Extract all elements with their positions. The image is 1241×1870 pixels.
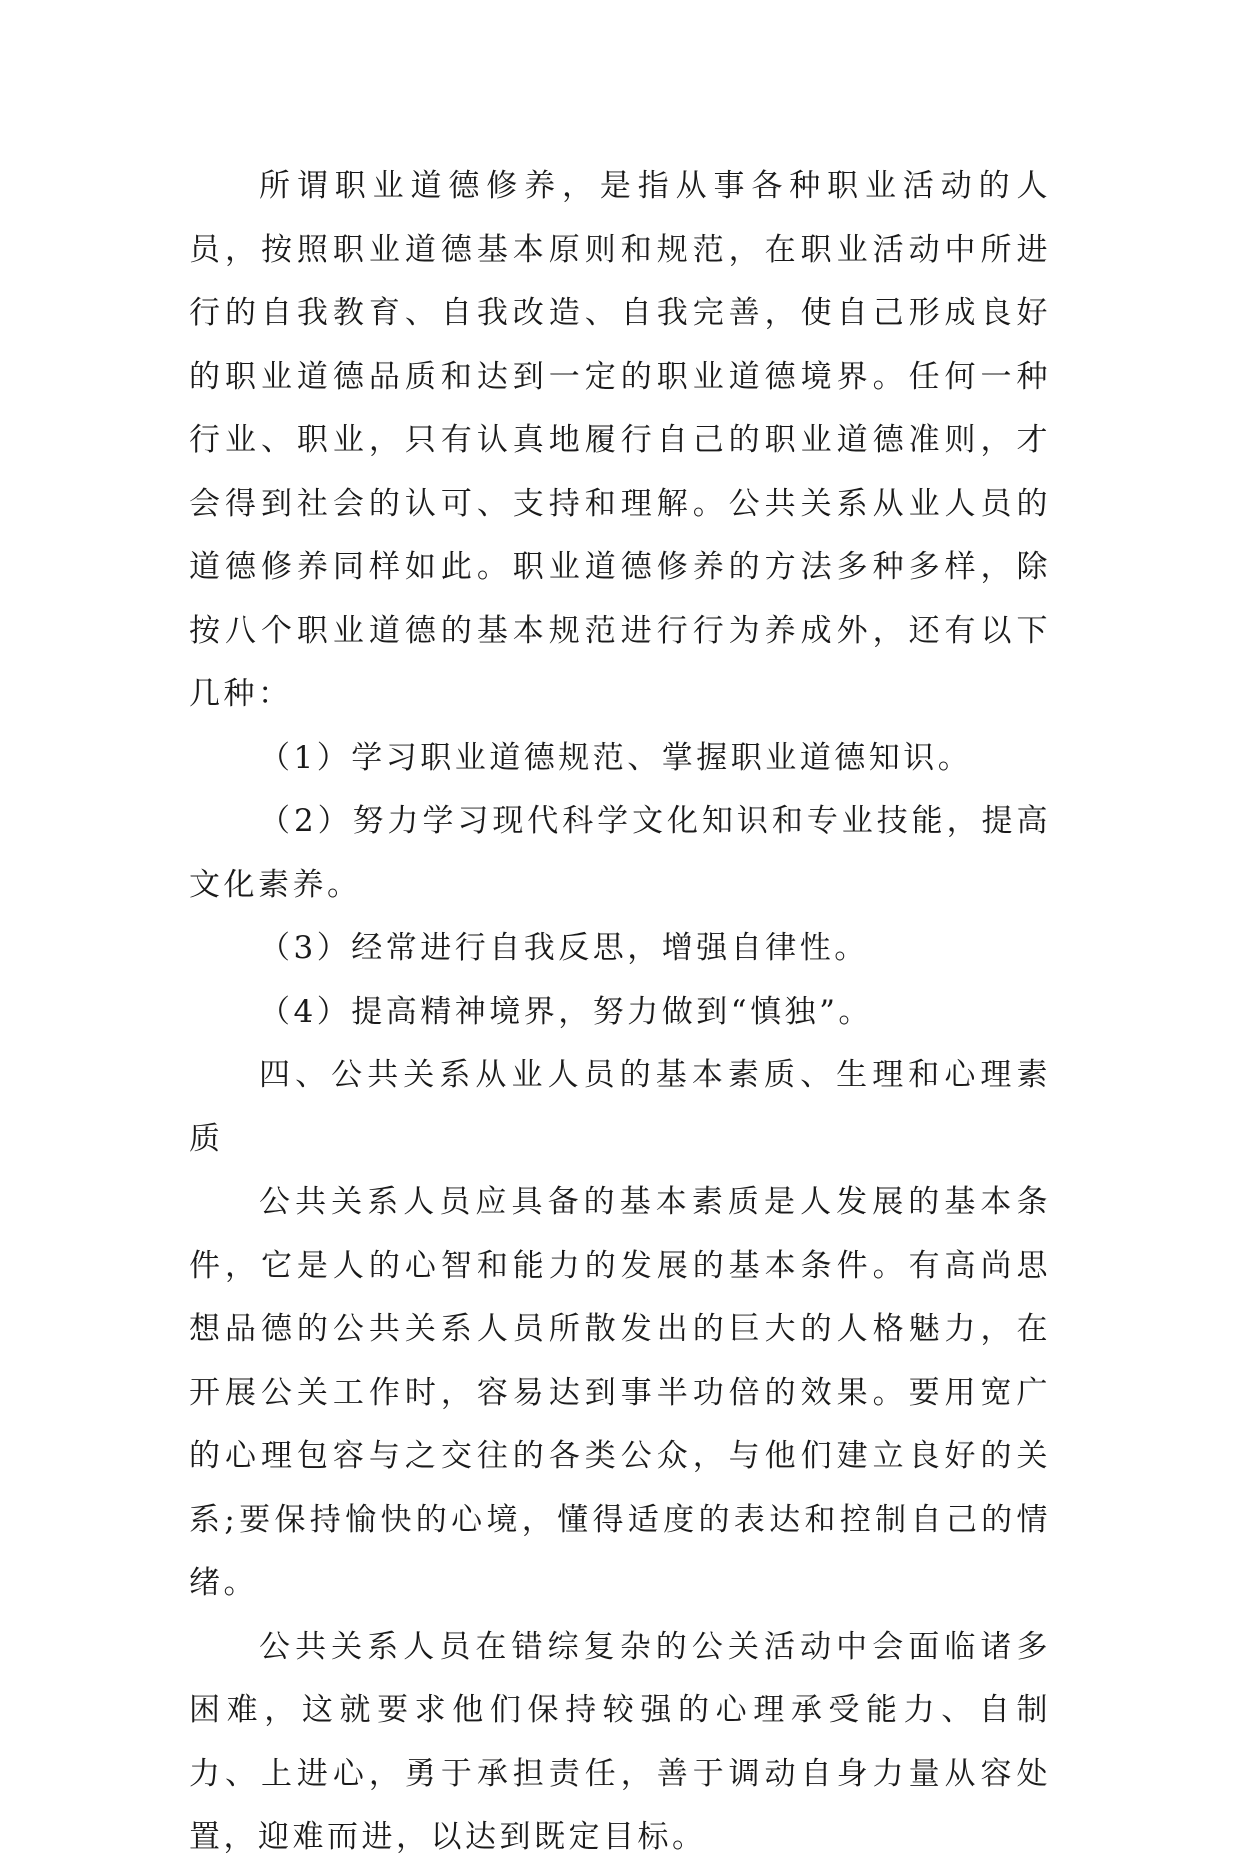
paragraph-psychological-qualities: 公共关系人员在错综复杂的公关活动中会面临诸多困难，这就要求他们保持较强的心理承受能力、自制力、上进心，勇于承担责任，善于调动自身力量从容处置，迎难而进，以达到既定目标。 xyxy=(189,1628,1051,1855)
list-item-2: （2）努力学习现代科学文化知识和专业技能，提高文化素养。 xyxy=(189,803,1051,903)
paragraph-moral-cultivation: 所谓职业道德修养，是指从事各种职业活动的人员，按照职业道德基本原则和规范，在职业活动中所进行的自我教育、自我改造、自我完善，使自己形成良好的职业道德品质和达到一定的职业道德境界。任何一种行业、职业，只有认真地履行自己的职业道德准则，才会得到社会的认可、支持和理解。公共关系从业人员的道德修养同样如此。职业道德修养的方法多种多样，除按八个职业道德的基本规范进行行为养成外，还有以下几种： xyxy=(189,168,1051,712)
section-heading: 四、公共关系从业人员的基本素质、生理和心理素质 xyxy=(189,1057,1051,1157)
paragraph-basic-qualities: 公共关系人员应具备的基本素质是人发展的基本条件，它是人的心智和能力的发展的基本条件。有高尚思想品德的公共关系人员所散发出的巨大的人格魅力，在开展公关工作时，容易达到事半功倍的效果。要用宽广的心理包容与之交往的各类公众，与他们建立良好的关系;要保持愉快的心境，懂得适度的表达和控制自己的情绪。 xyxy=(189,1184,1051,1601)
list-item-3: （3）经常进行自我反思，增强自律性。 xyxy=(259,930,869,966)
document-body xyxy=(189,155,1051,1870)
list-item-1: （1）学习职业道德规范、掌握职业道德知识。 xyxy=(259,739,973,776)
list-item-4: （4）提高精神境界，努力做到“慎独”。 xyxy=(259,993,873,1030)
